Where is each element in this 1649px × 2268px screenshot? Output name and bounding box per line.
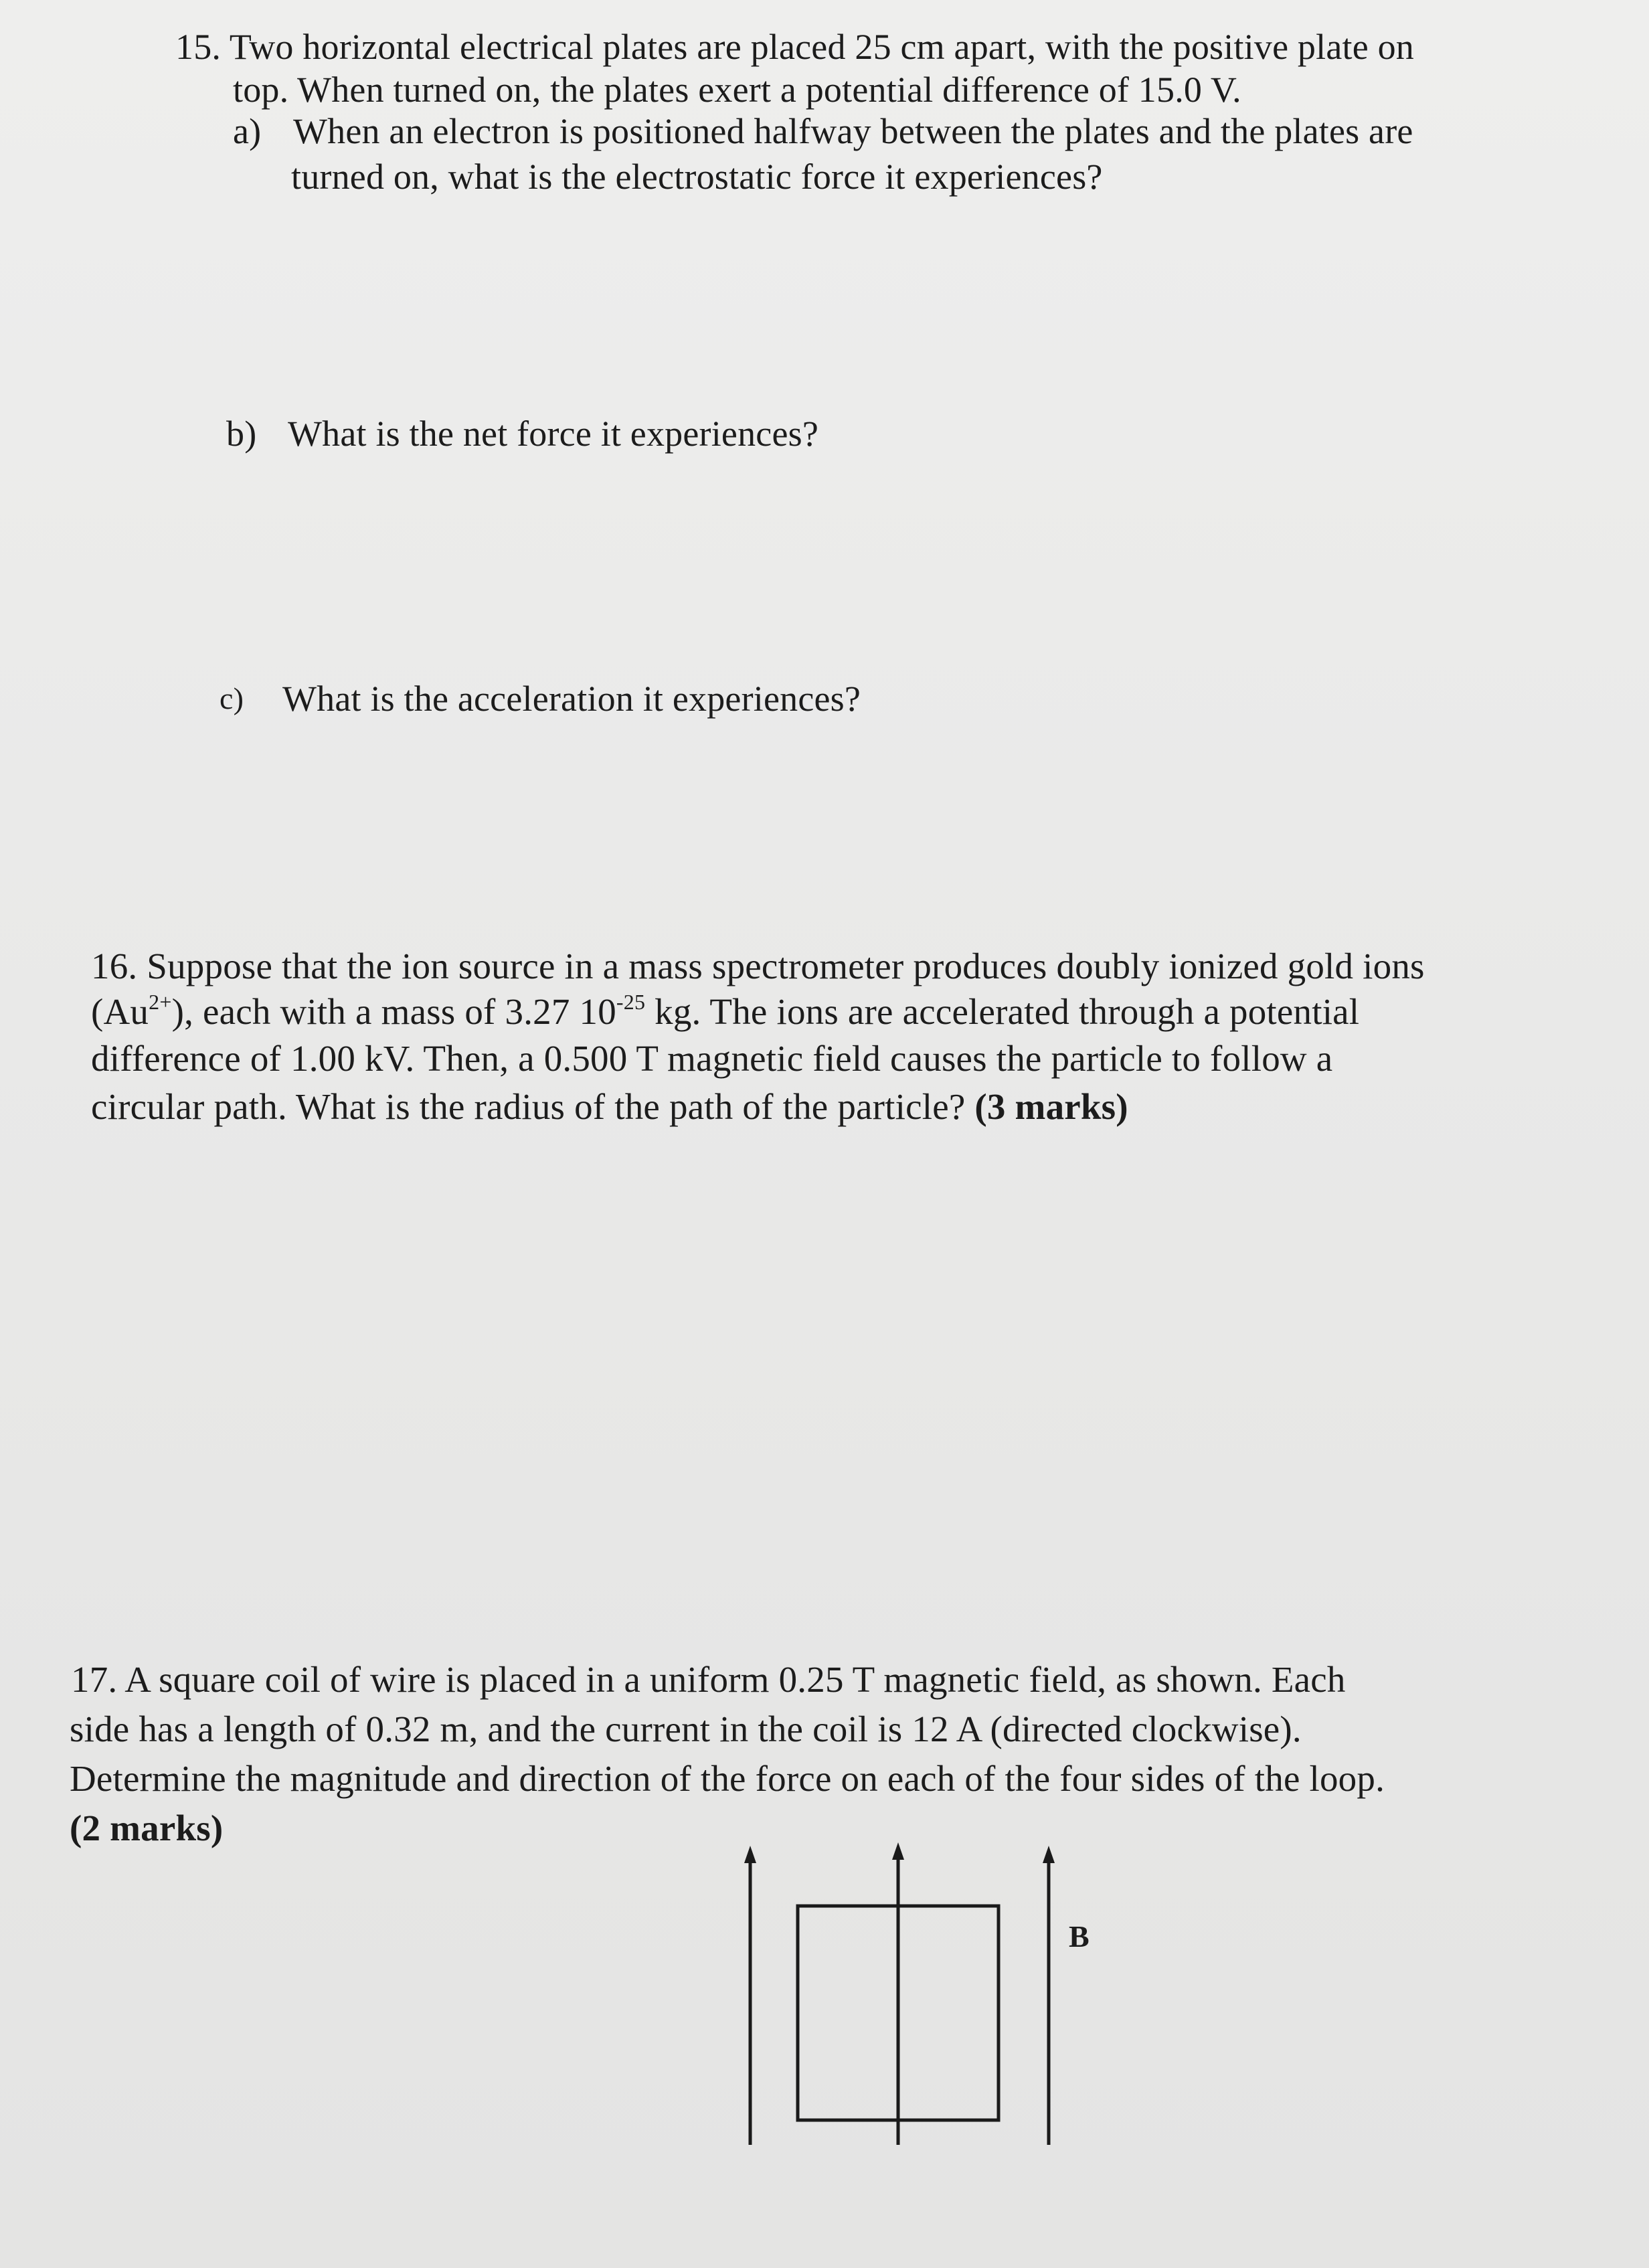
field-arrowhead-left [744,1846,756,1863]
q15-line-2: top. When turned on, the plates exert a potential difference of 15.0 V. [233,70,1241,110]
q16-mass-exponent: -25 [616,990,646,1014]
q15c-label: c) [220,681,244,715]
q16-ion-charge: 2+ [149,990,172,1014]
field-label-b: B [1069,1919,1090,1953]
field-arrowhead-right [1043,1846,1055,1863]
q16-line-2-end: kg. The ions are accelerated through a potential [645,991,1360,1032]
q15a-line-2: turned on, what is the electrostatic force it experiences? [291,157,1103,197]
q15b-label: b) [226,414,257,454]
q17-line-1: 17. A square coil of wire is placed in a uniform 0.25 T magnetic field, as shown. Each [71,1659,1346,1700]
q16-line-4 [91,1085,1128,1128]
q16-marks: (3 marks) [974,1086,1128,1127]
q16-line-2 [91,990,1359,1033]
q17-line-2: side has a length of 0.32 m, and the current in the coil is 12 A (directed clockwise). [70,1709,1302,1749]
q15a-label: a) [233,111,262,151]
q16-question: circular path. What is the radius of the path of the particle? [91,1086,975,1127]
q15c-text: What is the acceleration it experiences? [282,679,861,719]
q17-marks: (2 marks) [70,1808,224,1848]
q16-ion-prefix: (Au [91,991,149,1032]
q15-line-1: 15. Two horizontal electrical plates are placed 25 cm apart, with the positive plate on [175,27,1414,67]
q15b-text: What is the net force it experiences? [288,414,819,454]
q16-line-1: 16. Suppose that the ion source in a mass spectrometer produces doubly ionized gold ions [91,946,1425,986]
q16-mass-text: ), each with a mass of 3.27 10 [171,991,616,1032]
q17-line-3: Determine the magnitude and direction of the force on each of the four sides of the loop. [70,1758,1385,1799]
q16-line-3: difference of 1.00 kV. Then, a 0.500 T magnetic field causes the particle to follow a [91,1038,1333,1079]
q15a-line-1: When an electron is positioned halfway between the plates and the plates are [293,111,1413,151]
field-arrowhead-middle [892,1842,904,1860]
coil-field-diagram [723,1834,1124,2155]
